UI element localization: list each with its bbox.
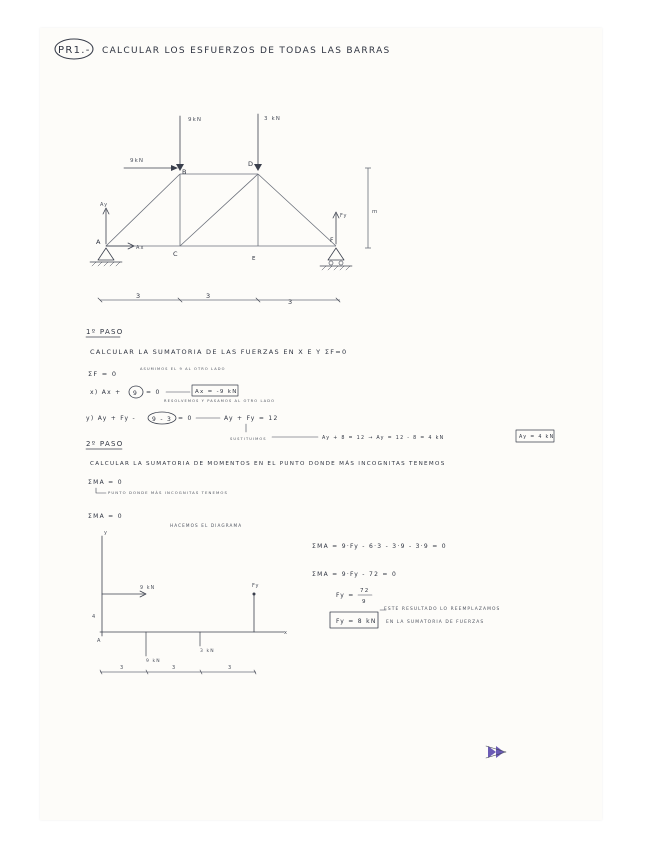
step1-heading: 1º PASO [86,328,124,336]
step1-eq-x-circled: 9 [133,390,139,397]
node-e-label: E [252,256,257,262]
reaction-ay-label: Ay [100,202,109,208]
step1-eq-sub-box: Ay = 4 kN [519,435,555,440]
reaction-ax-label: Ax [136,245,145,251]
fbd-x-axis-label: x [284,630,289,636]
span-2-label: 3 [206,292,212,300]
fbd-height-label: 4 [92,614,97,620]
node-f-label: F [330,237,335,244]
load-d-label: 3 kN [264,116,281,122]
step2-instruction: CALCULAR LA SUMATORIA DE MOMENTOS EN EL PUNTO DONDE MÁS INCOGNITAS TENEMOS [90,461,446,467]
load-arrow-d [254,164,262,171]
step1-eq-x-label: x) Ax + [90,389,122,396]
step1-eq-y-result: Ay + Fy = 12 [224,415,279,422]
truss-diagram [90,114,378,306]
step1-note-sub: SUSTITUIMOS [230,437,267,441]
step1-note-y: RESOLVEMOS Y PASAMOS AL OTRO LADO [164,399,275,403]
step2-eq1: ΣMA = 9·Fy - 6·3 - 3·9 - 3·9 = 0 [312,543,447,550]
span-3-label: 3 [288,298,294,306]
problem-id: PR1.- [58,45,91,56]
step1-sum-eq: ΣF = 0 [88,370,118,378]
step2-eq2: ΣMA = 9·Fy - 72 = 0 [312,571,398,578]
step1-eq-y-label: y) Ay + Fy - [86,415,137,422]
step1-note-x: ASUMIMOS EL 9 AL OTRO LADO [140,367,226,371]
fbd-fy-label: Fy [252,583,260,589]
fbd-span-2-label: 3 [172,665,177,671]
notebook-page [40,28,602,820]
free-body-diagram [92,530,288,674]
fbd-y-axis-label: y [104,530,109,536]
step2-result-box: Fy = 8 kN [336,618,377,625]
fbd-origin-label: A [97,638,102,644]
node-c-label: C [173,250,179,258]
node-d-label: D [248,160,255,168]
step2-note-diagram: HACEMOS EL DIAGRAMA [170,523,243,528]
step1-eq-y-rest: = 0 [178,415,193,422]
node-b-label: B [182,168,188,176]
horizontal-load-label: 9kN [130,158,145,164]
pin-support-a [98,248,114,260]
load-b-label: 9kN [188,117,203,123]
step1-eq-y-circled: 9 - 3 [152,416,173,423]
horizontal-load-arrow [171,165,178,171]
height-label: m [372,209,379,215]
step1-eq-sub: Ay + 8 = 12 → Ay = 12 - 8 = 4 kN [322,436,445,441]
span-1-label: 3 [136,292,142,300]
step1-eq-x-rest: = 0 [146,389,161,396]
step1-instruction: CALCULAR LA SUMATORIA DE LAS FUERZAS EN X E Y ΣF=0 [90,348,348,356]
fbd-load-d-label: 3 kN [200,649,215,654]
double-arrow-right-icon[interactable] [486,746,506,758]
node-a-label: A [96,238,102,246]
step2-eq3-den: 9 [362,599,367,605]
step1-eq-x-result: Ax = -9 kN [195,389,238,395]
step2-note-point: PUNTO DONDE MÁS INCOGNITAS TENEMOS [108,490,228,495]
fbd-load-b-label: 9 kN [146,659,161,664]
step2-note-result-1: ESTE RESULTADO LO REEMPLAZAMOS [384,607,501,612]
step2-heading: 2º PASO [86,440,124,448]
step2-note-result-2: EN LA SUMATORIA DE FUERZAS [386,620,485,625]
page-title: CALCULAR LOS ESFUERZOS DE TODAS LAS BARRAS [102,46,391,56]
fbd-load-h-label: 9 kN [140,586,156,591]
fbd-span-1-label: 3 [120,665,125,671]
handwritten-content [40,28,602,820]
step2-sum-eq2: ΣMA = 0 [88,513,123,520]
fbd-span-3-label: 3 [228,665,233,671]
roller-support-f [328,248,344,260]
step2-eq3-lhs: Fy = [336,592,355,599]
step2-sum-eq: ΣMA = 0 [88,479,123,486]
reaction-fy-label: Fy [340,213,348,219]
step2-eq3-num: 72 [360,588,370,594]
